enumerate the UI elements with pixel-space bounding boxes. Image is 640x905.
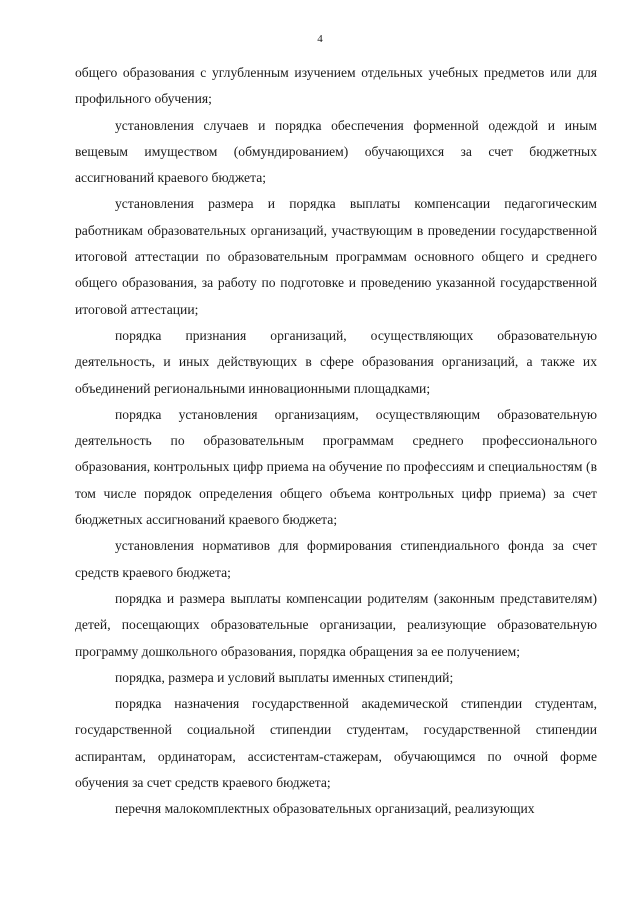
paragraph-1: общего образования с углубленным изучением отдельных учебных предметов или для профильного обучения;: [75, 65, 597, 107]
paragraph-4: порядка признания организаций, осуществляющих образовательную деятельность, и иных действующих в сфере образования организаций, а также их объединений региональными инновационными площадками;: [75, 327, 597, 396]
paragraph-8: порядка, размера и условий выплаты именных стипендий;: [115, 669, 454, 685]
page-body: [75, 60, 597, 823]
paragraph-9: порядка назначения государственной академической стипендии студентам, государственной социальной стипендии студентам, государственной стипендии аспирантам, ординаторам, ассистентам-стажерам, обучающимся по очной форме обучения за счет средств краевого бюджета;: [75, 696, 597, 791]
paragraph-6: установления нормативов для формирования стипендиального фонда за счет средств краевого бюджета;: [75, 538, 597, 580]
paragraph-10: перечня малокомплектных образовательных организаций, реализующих: [115, 801, 535, 817]
paragraph-5: порядка установления организациям, осуществляющим образовательную деятельность по образовательным программам среднего профессионального образования, контрольных цифр приема на обучение по профессиям и специальностям (в том числе порядок определения общего объема контрольных цифр приема) за счет бюджетных ассигнований краевого бюджета;: [75, 406, 597, 528]
paragraph-3: установления размера и порядка выплаты компенсации педагогическим работникам образовательных организаций, участвующим в проведении государственной итоговой аттестации по образовательным программам основного общего и среднего общего образования, за работу по подготовке и проведению указанной государственной итоговой аттестации;: [75, 196, 597, 317]
paragraph-2: установления случаев и порядка обеспечения форменной одеждой и иным вещевым имуществом (обмундированием) обучающихся за счет бюджетных ассигнований краевого бюджета;: [75, 117, 597, 186]
page-number: 4: [317, 33, 323, 45]
paragraph-7: порядка и размера выплаты компенсации родителям (законным представителям) детей, посещающих образовательные организации, реализующие образовательную программу дошкольного образования, порядка обращения за ее получением;: [75, 590, 597, 659]
